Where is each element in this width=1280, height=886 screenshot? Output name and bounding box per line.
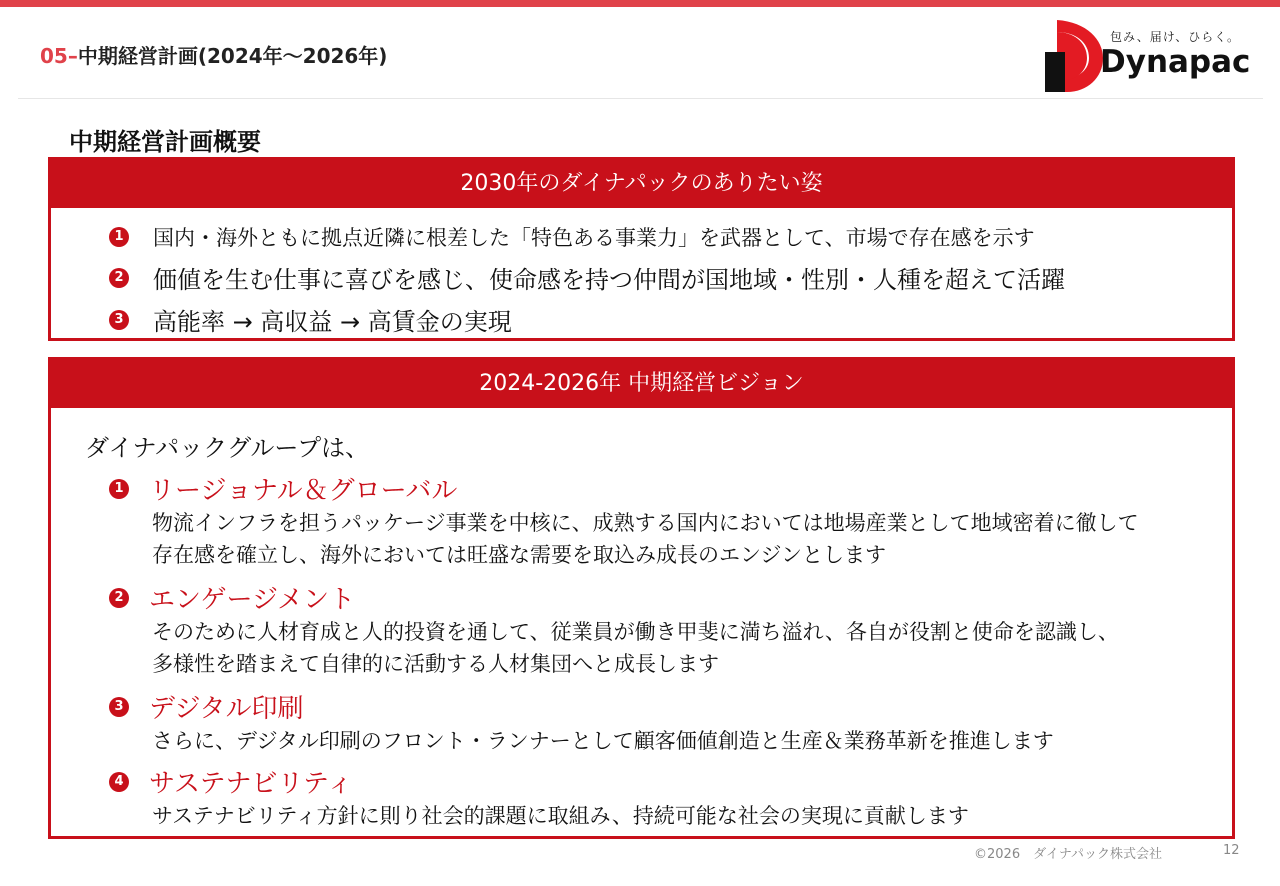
number-badge-icon: 4 — [109, 772, 129, 792]
section-number: 05 — [40, 44, 68, 68]
list-item — [109, 222, 1035, 252]
page-number: 12 — [1223, 843, 1240, 858]
number-badge-icon: 1 — [109, 227, 129, 247]
list-item-text: 高能率 → 高収益 → 高賃金の実現 — [153, 308, 512, 336]
vision-item-heading — [109, 470, 457, 507]
vision-item-desc: さらに、デジタル印刷のフロント・ランナーとして顧客価値創造と生産＆業務革新を推進します — [152, 729, 1054, 753]
vision-heading-text: デジタル印刷 — [149, 694, 304, 724]
footer-copyright: ©2026 ダイナパック株式会社 — [974, 847, 1163, 862]
vision-item-desc: 存在感を確立し、海外においては旺盛な需要を取込み成長のエンジンとします — [152, 543, 886, 567]
logo-name: Dynapac — [1100, 44, 1251, 80]
vision-2030-box — [48, 157, 1235, 341]
vision-item-desc: 物流インフラを担うパッケージ事業を中核に、成熟する国内においては地場産業として地域密着に徹して — [152, 511, 1139, 535]
section-dash: – — [67, 44, 78, 68]
vision-item-desc: そのために人材育成と人的投資を通して、従業員が働き甲斐に満ち溢れ、各自が役割と使命を認識し、 — [152, 620, 1119, 644]
section-title — [40, 43, 387, 69]
list-item-text: 国内・海外ともに拠点近隣に根差した「特色ある事業力」を武器として、市場で存在感を示す — [153, 226, 1035, 250]
list-item-text: 価値を生む仕事に喜びを感じ、使命感を持つ仲間が国地域・性別・人種を超えて活躍 — [153, 266, 1065, 294]
midterm-vision-title: 2024-2026年 中期経営ビジョン — [51, 360, 1232, 408]
vision-item-heading — [109, 579, 355, 616]
header-divider — [18, 98, 1263, 99]
vision-heading-text: サステナビリティ — [149, 769, 353, 799]
list-item — [109, 302, 512, 337]
vision-intro: ダイナパックグループは、 — [85, 434, 370, 462]
number-badge-icon: 2 — [109, 268, 129, 288]
logo-tagline: 包み、届け、ひらく。 — [1110, 30, 1241, 44]
top-accent-bar — [0, 0, 1280, 7]
number-badge-icon: 3 — [109, 310, 129, 330]
page-heading: 中期経営計画概要 — [69, 128, 261, 156]
midterm-vision-box — [48, 357, 1235, 839]
number-badge-icon: 1 — [109, 479, 129, 499]
vision-item-desc: サステナビリティ方針に則り社会的課題に取組み、持続可能な社会の実現に貢献します — [152, 804, 969, 828]
section-title-text: 中期経営計画(2024年～2026年) — [77, 44, 388, 68]
logo-mark-icon — [1045, 20, 1103, 92]
vision-2030-title: 2030年のダイナパックのありたい姿 — [51, 160, 1232, 208]
vision-item-heading — [109, 763, 353, 800]
number-badge-icon: 3 — [109, 697, 129, 717]
number-badge-icon: 2 — [109, 588, 129, 608]
list-item — [109, 260, 1065, 295]
vision-heading-text: リージョナル＆グローバル — [149, 476, 458, 506]
vision-item-heading — [109, 688, 303, 725]
vision-item-desc: 多様性を踏まえて自律的に活動する人材集団へと成長します — [152, 652, 719, 676]
vision-heading-text: エンゲージメント — [149, 585, 356, 615]
